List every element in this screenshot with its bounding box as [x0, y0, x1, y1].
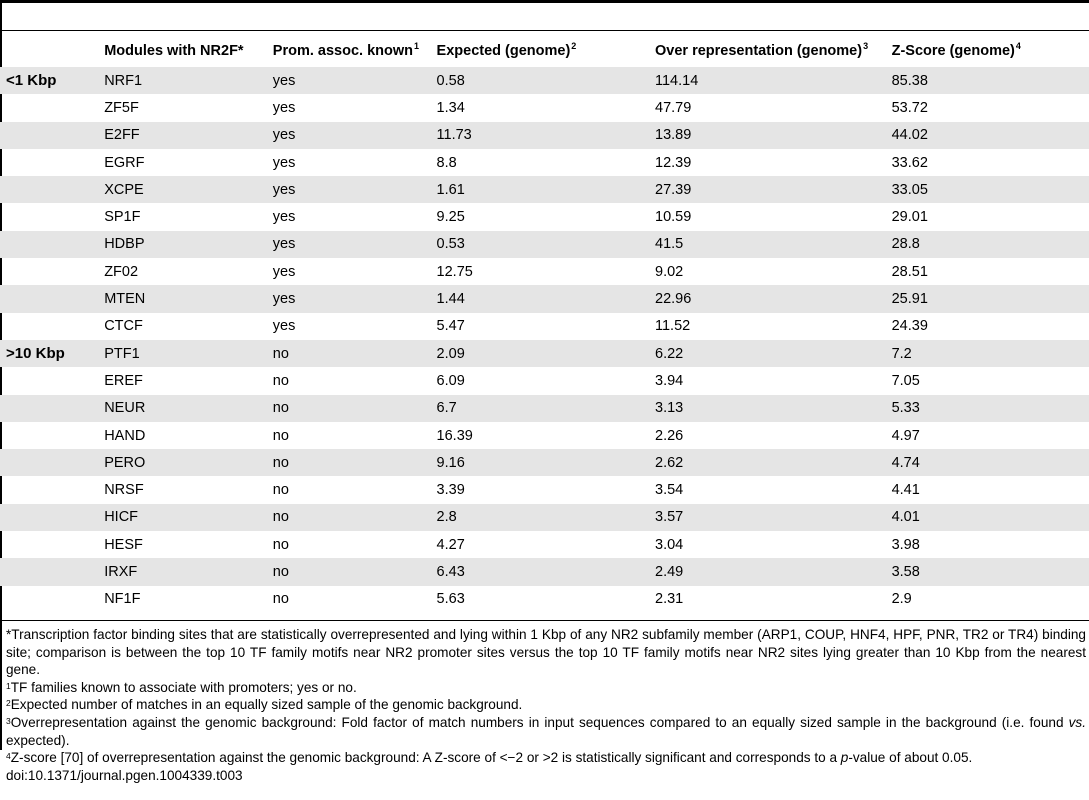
over-representation-cell: 6.22 — [655, 340, 892, 367]
footnote-mark: 4 — [6, 751, 11, 762]
module-cell: PTF1 — [104, 340, 273, 367]
spacer-cell — [1021, 94, 1089, 121]
table-row — [0, 231, 1089, 258]
over-representation-header — [655, 35, 892, 67]
table-row — [0, 258, 1089, 285]
module-cell: HICF — [104, 504, 273, 531]
z-score-cell: 28.8 — [892, 231, 1021, 258]
over-representation-cell: 9.02 — [655, 263, 684, 280]
spacer-cell — [1021, 558, 1089, 585]
table-row — [0, 422, 1089, 449]
prom-assoc-cell: yes — [273, 122, 437, 149]
prom-assoc-cell: no — [272, 591, 289, 608]
prom-assoc-cell: yes — [273, 176, 437, 203]
expected-cell: 6.43 — [437, 558, 655, 585]
spacer-cell — [1021, 340, 1089, 367]
spacer-cell — [1021, 122, 1089, 149]
footnote-italic: p — [840, 750, 849, 766]
expected-cell: 5.47 — [436, 318, 465, 335]
table-footnotes — [6, 626, 1086, 784]
over-representation-cell: 12.39 — [655, 154, 692, 171]
spacer-cell — [1021, 504, 1089, 531]
expected-cell: 1.34 — [436, 99, 465, 116]
z-score-cell: 33.05 — [892, 176, 1021, 203]
z-score-cell: 28.51 — [891, 263, 928, 280]
expected-cell: 4.27 — [436, 536, 465, 553]
module-cell: ZF02 — [104, 263, 139, 280]
header-label: Over representation (genome) — [655, 43, 863, 59]
prom-assoc-cell: no — [272, 372, 289, 389]
expected-cell: 2.8 — [437, 504, 655, 531]
spacer-cell — [1021, 531, 1089, 558]
group-cell: >10 Kbp — [0, 340, 104, 367]
footnote-4 — [6, 749, 1086, 767]
expected-cell: 16.39 — [436, 427, 473, 444]
expected-cell: 1.61 — [437, 176, 655, 203]
header-top-rule — [0, 30, 1089, 31]
prom-assoc-cell: yes — [273, 231, 437, 258]
table-row — [0, 67, 1089, 94]
table-row — [0, 176, 1089, 203]
expected-cell: 6.09 — [436, 372, 465, 389]
spacer-header — [1021, 35, 1089, 67]
prom-assoc-cell: yes — [272, 318, 296, 335]
expected-cell: 2.09 — [437, 340, 655, 367]
spacer-cell — [1021, 422, 1089, 449]
group-cell — [0, 586, 104, 613]
over-representation-cell: 2.62 — [655, 449, 892, 476]
z-score-cell: 29.01 — [891, 209, 928, 226]
spacer-cell — [1021, 367, 1089, 394]
group-header — [0, 35, 104, 67]
prom-assoc-cell: yes — [272, 209, 296, 226]
spacer-cell — [1021, 285, 1089, 312]
table-row — [0, 449, 1089, 476]
prom-assoc-header — [273, 35, 437, 67]
over-representation-cell: 13.89 — [655, 122, 892, 149]
header-footnote-mark: 2 — [571, 41, 577, 51]
expected-cell: 1.44 — [437, 285, 655, 312]
prom-assoc-cell: yes — [272, 99, 296, 116]
prom-assoc-cell: yes — [272, 154, 296, 171]
footnote-3 — [6, 714, 1086, 749]
table-row — [0, 558, 1089, 585]
z-score-cell: 24.39 — [891, 318, 928, 335]
prom-assoc-cell: no — [273, 340, 437, 367]
prom-assoc-cell: no — [273, 395, 437, 422]
z-score-cell: 44.02 — [892, 122, 1021, 149]
z-score-cell: 3.58 — [892, 558, 1021, 585]
z-score-cell: 3.98 — [891, 536, 920, 553]
module-cell: HAND — [104, 427, 146, 444]
footnote-text: -value of about 0.05. — [848, 750, 973, 766]
group-cell — [0, 476, 104, 503]
module-cell: CTCF — [104, 318, 143, 335]
over-representation-cell: 41.5 — [655, 231, 892, 258]
over-representation-cell: 2.26 — [655, 427, 684, 444]
footnote-mark: 2 — [6, 698, 11, 709]
spacer-cell — [1021, 395, 1089, 422]
footnote-2 — [6, 696, 1086, 714]
z-score-cell: 4.97 — [891, 427, 920, 444]
group-cell — [0, 94, 104, 121]
footnote-text: Expected number of matches in an equally sized sample of the genomic background. — [10, 697, 523, 713]
module-cell: XCPE — [104, 176, 273, 203]
prom-assoc-cell: yes — [273, 285, 437, 312]
header-footnote-mark: 3 — [863, 41, 869, 51]
table-row — [0, 313, 1089, 340]
over-representation-cell: 3.04 — [655, 536, 684, 553]
table-row — [0, 395, 1089, 422]
footnote-text: Z-score [70] of overrepresentation against the genomic background: A Z-score of <−2 or >2 is statistically significant and corresponds to a — [10, 750, 841, 766]
header-footnote-mark: 4 — [1015, 41, 1021, 51]
spacer-cell — [1021, 313, 1089, 340]
expected-cell: 12.75 — [436, 263, 473, 280]
over-representation-cell: 10.59 — [655, 209, 692, 226]
footnote-1 — [6, 679, 1086, 697]
expected-cell: 0.53 — [437, 231, 655, 258]
over-representation-cell: 3.57 — [655, 504, 892, 531]
nr2f-modules-table — [0, 35, 1089, 613]
module-cell: EREF — [104, 372, 143, 389]
group-cell — [0, 504, 104, 531]
z-score-cell: 4.01 — [892, 504, 1021, 531]
module-cell: PERO — [104, 449, 273, 476]
z-score-cell: 7.05 — [891, 372, 920, 389]
header-label: Modules with NR2F* — [104, 43, 244, 59]
group-cell — [0, 449, 104, 476]
z-score-cell: 7.2 — [892, 340, 1021, 367]
spacer-cell — [1021, 176, 1089, 203]
group-cell — [0, 203, 104, 230]
prom-assoc-cell: yes — [273, 67, 437, 94]
group-cell — [0, 531, 104, 558]
z-score-cell: 85.38 — [892, 67, 1021, 94]
group-cell: <1 Kbp — [0, 67, 104, 94]
expected-cell: 6.7 — [437, 395, 655, 422]
module-cell: NRF1 — [104, 67, 273, 94]
expected-header — [437, 35, 655, 67]
module-cell: IRXF — [104, 558, 273, 585]
footnote-mark: 3 — [6, 715, 11, 726]
prom-assoc-cell: no — [272, 427, 289, 444]
spacer-cell — [1021, 449, 1089, 476]
table-row — [0, 367, 1089, 394]
prom-assoc-cell: yes — [272, 263, 296, 280]
footnote-text: Overrepresentation against the genomic background: Fold factor of match numbers in input sequences compared to an equally sized sample in the background (i.e. found — [10, 714, 1069, 730]
group-cell — [0, 176, 104, 203]
module-cell: E2FF — [104, 122, 273, 149]
module-cell: HESF — [104, 536, 143, 553]
module-cell: ZF5F — [104, 99, 139, 116]
z-score-cell: 25.91 — [892, 285, 1021, 312]
group-cell — [0, 231, 104, 258]
header-label: Prom. assoc. known — [272, 43, 413, 59]
expected-cell: 5.63 — [436, 591, 465, 608]
z-score-cell: 53.72 — [891, 99, 928, 116]
module-cell: NEUR — [104, 395, 273, 422]
expected-cell: 8.8 — [436, 154, 457, 171]
expected-cell: 9.25 — [436, 209, 465, 226]
table-row — [0, 476, 1089, 503]
group-cell — [0, 367, 104, 394]
table-row — [0, 94, 1089, 121]
top-border — [0, 0, 1089, 3]
over-representation-cell: 47.79 — [655, 99, 692, 116]
module-cell: EGRF — [104, 154, 145, 171]
over-representation-cell: 3.94 — [655, 372, 684, 389]
header-footnote-mark: 1 — [414, 41, 420, 51]
table-row — [0, 586, 1089, 613]
header-label: Expected (genome) — [436, 43, 571, 59]
prom-assoc-cell: no — [273, 504, 437, 531]
group-cell — [0, 422, 104, 449]
group-cell — [0, 149, 104, 176]
footnote-mark: 1 — [6, 680, 11, 691]
spacer-cell — [1021, 231, 1089, 258]
spacer-cell — [1021, 149, 1089, 176]
doi-line: doi:10.1371/journal.pgen.1004339.t003 — [6, 767, 243, 783]
over-representation-cell: 2.31 — [655, 591, 684, 608]
group-cell — [0, 285, 104, 312]
expected-cell: 11.73 — [437, 122, 655, 149]
group-cell — [0, 258, 104, 285]
table-row — [0, 149, 1089, 176]
spacer-cell — [1021, 586, 1089, 613]
header-row — [0, 35, 1089, 67]
over-representation-cell: 3.13 — [655, 395, 892, 422]
modules-header — [104, 35, 273, 67]
over-representation-cell: 3.54 — [655, 482, 684, 499]
table-bottom-rule — [0, 620, 1089, 621]
table-row — [0, 203, 1089, 230]
footnote-italic: vs. — [1068, 714, 1086, 730]
spacer-cell — [1021, 67, 1089, 94]
group-cell — [0, 122, 104, 149]
table-row — [0, 340, 1089, 367]
table-row — [0, 504, 1089, 531]
group-cell — [0, 395, 104, 422]
prom-assoc-cell: no — [273, 558, 437, 585]
over-representation-cell: 22.96 — [655, 285, 892, 312]
spacer-cell — [1021, 476, 1089, 503]
z-score-header — [892, 35, 1021, 67]
z-score-cell: 4.41 — [891, 482, 920, 499]
over-representation-cell: 114.14 — [655, 67, 892, 94]
header-label: Z-Score (genome) — [891, 43, 1015, 59]
spacer-cell — [1021, 258, 1089, 285]
prom-assoc-cell: no — [272, 482, 289, 499]
prom-assoc-cell: no — [273, 449, 437, 476]
z-score-cell: 33.62 — [891, 154, 928, 171]
spacer-cell — [1021, 203, 1089, 230]
module-cell: SP1F — [104, 209, 141, 226]
footnote-text: expected). — [6, 732, 70, 748]
over-representation-cell: 2.49 — [655, 558, 892, 585]
z-score-cell: 5.33 — [892, 395, 1021, 422]
over-representation-cell: 27.39 — [655, 176, 892, 203]
module-cell: NF1F — [104, 591, 141, 608]
expected-cell: 3.39 — [436, 482, 465, 499]
table-row — [0, 122, 1089, 149]
group-cell — [0, 313, 104, 340]
prom-assoc-cell: no — [272, 536, 289, 553]
module-cell: HDBP — [104, 231, 273, 258]
module-cell: NRSF — [104, 482, 144, 499]
footnote-star: *Transcription factor binding sites that are statistically overrepresented and lying within 1 Kbp of any NR2 subfamily member (ARP1, COUP, HNF4, HPF, PNR, TR2 or TR4) binding site; comparison is between the top 10 TF family motifs near NR2 promoter sites versus the top 10 TF family motifs near NR2 sites lying greater than 10 Kbp from the nearest gene. — [6, 627, 1086, 678]
expected-cell: 0.58 — [437, 67, 655, 94]
group-cell — [0, 558, 104, 585]
z-score-cell: 2.9 — [891, 591, 912, 608]
over-representation-cell: 11.52 — [655, 318, 691, 335]
table-row — [0, 285, 1089, 312]
table-body — [0, 67, 1089, 613]
footnote-text: TF families known to associate with promoters; yes or no. — [10, 679, 357, 695]
module-cell: MTEN — [104, 285, 273, 312]
table-row — [0, 531, 1089, 558]
expected-cell: 9.16 — [437, 449, 655, 476]
z-score-cell: 4.74 — [892, 449, 1021, 476]
